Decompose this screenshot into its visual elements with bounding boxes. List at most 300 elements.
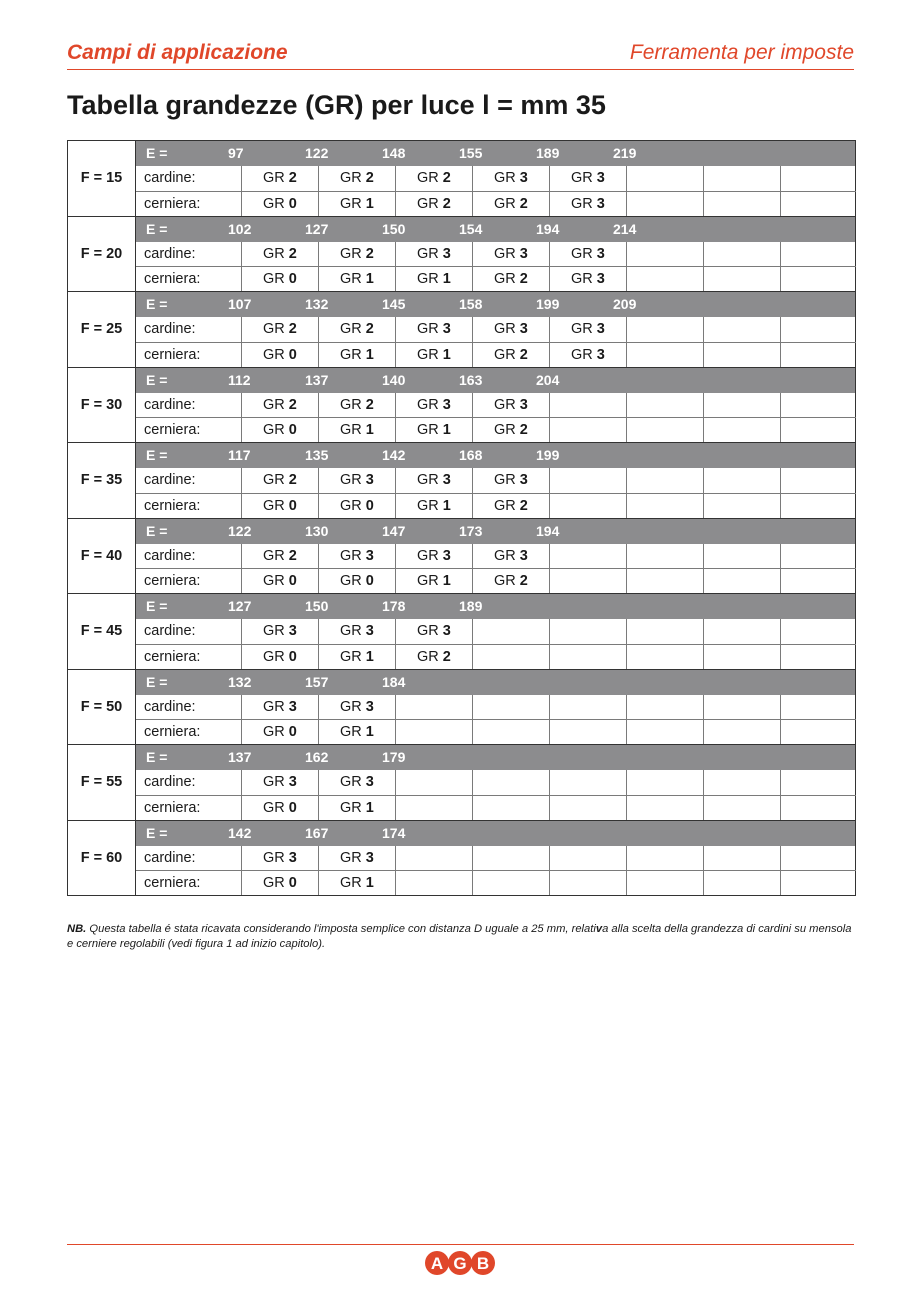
gr-prefix: GR <box>417 547 439 564</box>
cardine-cell <box>550 166 627 191</box>
gr-prefix: GR <box>340 547 362 564</box>
gr-prefix: GR <box>571 170 593 187</box>
gr-prefix: GR <box>417 271 439 287</box>
cerniera-cell <box>319 569 396 594</box>
cardine-cell <box>781 846 856 871</box>
e-value: 154 <box>459 220 483 237</box>
gr-prefix: GR <box>417 321 439 338</box>
gr-prefix: GR <box>340 875 362 891</box>
f-value: F = 45 <box>68 594 136 670</box>
gr-value: 3 <box>442 623 451 640</box>
gr-value: 3 <box>442 472 451 489</box>
cardine-label: cardine: <box>136 619 242 644</box>
cerniera-cell <box>396 493 473 518</box>
cardine-cell <box>473 846 550 871</box>
cardine-cell <box>781 770 856 795</box>
cardine-row <box>68 619 856 644</box>
cerniera-cell <box>704 493 781 518</box>
gr-value: 2 <box>519 195 528 212</box>
gr-value: 3 <box>519 472 528 489</box>
e-value: 132 <box>305 296 329 312</box>
cerniera-row <box>68 493 856 518</box>
gr-value: 1 <box>365 648 374 665</box>
cardine-cell <box>704 544 781 569</box>
gr-value: 0 <box>288 195 297 212</box>
cardine-cell <box>704 846 781 871</box>
cerniera-cell <box>396 644 473 669</box>
cardine-row <box>68 242 856 267</box>
cardine-cell <box>396 846 473 871</box>
cardine-cell <box>473 619 550 644</box>
cardine-cell <box>396 544 473 569</box>
e-label: E = <box>146 145 168 161</box>
cerniera-cell <box>704 267 781 292</box>
gr-prefix: GR <box>263 396 285 413</box>
gr-value: 2 <box>288 321 297 338</box>
cerniera-cell <box>319 871 396 896</box>
cerniera-cell <box>781 871 856 896</box>
cerniera-cell <box>396 720 473 745</box>
gr-prefix: GR <box>340 195 362 212</box>
gr-prefix: GR <box>340 346 362 363</box>
e-band <box>136 820 856 846</box>
gr-value: 3 <box>596 346 605 363</box>
gr-value: 0 <box>365 573 374 589</box>
cardine-cell <box>550 770 627 795</box>
cerniera-cell <box>319 493 396 518</box>
e-band <box>136 292 856 318</box>
gr-prefix: GR <box>340 396 362 413</box>
gr-prefix: GR <box>417 245 439 262</box>
cardine-cell <box>396 317 473 342</box>
e-row <box>68 518 856 544</box>
gr-prefix: GR <box>340 623 362 640</box>
cerniera-cell <box>781 342 856 367</box>
cardine-cell <box>704 393 781 418</box>
gr-value: 3 <box>519 170 528 187</box>
cardine-cell <box>242 695 319 720</box>
cardine-row <box>68 846 856 871</box>
gr-value: 3 <box>365 472 374 489</box>
cardine-cell <box>473 166 550 191</box>
cardine-cell <box>781 544 856 569</box>
cardine-cell <box>319 846 396 871</box>
cardine-cell <box>550 317 627 342</box>
gr-prefix: GR <box>417 623 439 640</box>
cardine-cell <box>550 846 627 871</box>
gr-prefix: GR <box>263 849 285 866</box>
cerniera-cell <box>319 267 396 292</box>
cerniera-cell <box>627 871 704 896</box>
cerniera-cell <box>704 342 781 367</box>
cerniera-cell <box>242 569 319 594</box>
gr-prefix: GR <box>340 648 362 665</box>
gr-value: 3 <box>442 547 451 564</box>
cardine-cell <box>704 770 781 795</box>
cardine-row <box>68 393 856 418</box>
gr-prefix: GR <box>417 497 439 514</box>
cerniera-cell <box>781 267 856 292</box>
gr-prefix: GR <box>494 573 516 589</box>
gr-prefix: GR <box>263 774 285 791</box>
gr-prefix: GR <box>263 195 285 212</box>
cerniera-cell <box>242 493 319 518</box>
f-value: F = 55 <box>68 745 136 821</box>
gr-prefix: GR <box>494 396 516 413</box>
cerniera-cell <box>473 267 550 292</box>
e-value: 163 <box>459 371 483 388</box>
cardine-label: cardine: <box>136 846 242 871</box>
e-value: 142 <box>228 824 252 841</box>
gr-value: 3 <box>365 698 374 715</box>
cerniera-cell <box>473 720 550 745</box>
cerniera-cell <box>550 720 627 745</box>
cardine-cell <box>242 393 319 418</box>
gr-prefix: GR <box>340 321 362 338</box>
cerniera-row <box>68 644 856 669</box>
e-value: 112 <box>228 371 251 388</box>
cardine-cell <box>550 619 627 644</box>
cerniera-label: cerniera: <box>136 795 242 820</box>
e-value: 122 <box>228 522 252 539</box>
gr-value: 2 <box>288 170 297 187</box>
e-value: 204 <box>536 371 560 388</box>
cerniera-cell <box>550 644 627 669</box>
cerniera-cell <box>704 795 781 820</box>
e-band <box>136 594 856 620</box>
e-row <box>68 820 856 846</box>
cardine-cell <box>627 619 704 644</box>
gr-prefix: GR <box>494 170 516 187</box>
e-value: 155 <box>459 145 483 161</box>
gr-prefix: GR <box>417 573 439 589</box>
cardine-cell <box>550 393 627 418</box>
category-title: Ferramenta per imposte <box>629 41 854 64</box>
cerniera-cell <box>704 720 781 745</box>
cardine-cell <box>396 393 473 418</box>
gr-value: 1 <box>365 422 374 438</box>
cerniera-cell <box>550 569 627 594</box>
gr-value: 2 <box>519 573 528 589</box>
gr-prefix: GR <box>263 698 285 715</box>
cardine-label: cardine: <box>136 544 242 569</box>
cerniera-cell <box>627 795 704 820</box>
cerniera-cell <box>781 569 856 594</box>
gr-prefix: GR <box>417 648 439 665</box>
cardine-cell <box>319 770 396 795</box>
cerniera-cell <box>627 569 704 594</box>
gr-prefix: GR <box>494 271 516 287</box>
cardine-cell <box>319 544 396 569</box>
cardine-cell <box>319 468 396 493</box>
gr-value: 3 <box>442 321 451 338</box>
gr-value: 1 <box>365 799 374 816</box>
logo-letter-a: A <box>430 1254 444 1273</box>
cerniera-cell <box>473 493 550 518</box>
cardine-cell <box>396 619 473 644</box>
gr-prefix: GR <box>571 321 593 338</box>
cardine-cell <box>242 166 319 191</box>
gr-value: 3 <box>288 774 297 791</box>
cerniera-cell <box>396 871 473 896</box>
cerniera-cell <box>627 720 704 745</box>
cardine-cell <box>704 468 781 493</box>
cerniera-cell <box>627 267 704 292</box>
cerniera-cell <box>704 644 781 669</box>
cardine-cell <box>550 242 627 267</box>
gr-value: 3 <box>519 547 528 564</box>
cardine-cell <box>242 770 319 795</box>
cardine-cell <box>627 166 704 191</box>
cerniera-cell <box>473 569 550 594</box>
cerniera-cell <box>473 418 550 443</box>
e-value: 132 <box>228 673 252 690</box>
cardine-cell <box>242 242 319 267</box>
e-value: 148 <box>382 145 406 161</box>
gr-prefix: GR <box>494 547 516 564</box>
cardine-cell <box>319 166 396 191</box>
f-value: F = 30 <box>68 367 136 443</box>
cerniera-cell <box>704 569 781 594</box>
gr-prefix: GR <box>494 321 516 338</box>
e-band <box>136 669 856 695</box>
cardine-cell <box>704 619 781 644</box>
cardine-cell <box>319 317 396 342</box>
f-value: F = 15 <box>68 141 136 217</box>
gr-prefix: GR <box>340 799 362 816</box>
cerniera-label: cerniera: <box>136 720 242 745</box>
gr-value: 2 <box>365 245 374 262</box>
cardine-label: cardine: <box>136 242 242 267</box>
e-value: 158 <box>459 296 483 312</box>
gr-value: 2 <box>365 170 374 187</box>
gr-value: 3 <box>365 623 374 640</box>
logo-letter-g: G <box>453 1254 467 1273</box>
gr-value: 3 <box>596 245 605 262</box>
e-value: 194 <box>536 522 560 539</box>
cardine-cell <box>550 544 627 569</box>
gr-value: 1 <box>442 497 451 514</box>
gr-prefix: GR <box>263 547 285 564</box>
cerniera-cell <box>242 342 319 367</box>
e-label: E = <box>146 749 168 765</box>
gr-prefix: GR <box>263 346 285 363</box>
e-value: 157 <box>305 673 329 690</box>
gr-prefix: GR <box>340 271 362 287</box>
cardine-cell <box>627 770 704 795</box>
gr-value: 2 <box>442 170 451 187</box>
gr-value: 2 <box>519 346 528 363</box>
gr-value: 1 <box>365 271 374 287</box>
cardine-cell <box>319 393 396 418</box>
gr-value: 0 <box>288 422 297 438</box>
e-label: E = <box>146 220 168 237</box>
cardine-cell <box>781 393 856 418</box>
gr-value: 0 <box>288 799 297 816</box>
cardine-cell <box>396 166 473 191</box>
gr-value: 2 <box>365 321 374 338</box>
e-row <box>68 745 856 771</box>
gr-value: 3 <box>519 321 528 338</box>
logo-letter-b: B <box>476 1254 490 1273</box>
e-row <box>68 367 856 393</box>
cerniera-cell <box>781 191 856 216</box>
gr-value: 3 <box>596 321 605 338</box>
cerniera-label: cerniera: <box>136 418 242 443</box>
cardine-cell <box>781 242 856 267</box>
gr-value: 0 <box>288 346 297 363</box>
cerniera-row <box>68 342 856 367</box>
gr-value: 0 <box>288 648 297 665</box>
cerniera-cell <box>550 267 627 292</box>
cardine-cell <box>396 242 473 267</box>
cardine-cell <box>781 695 856 720</box>
cerniera-cell <box>550 795 627 820</box>
cerniera-cell <box>627 418 704 443</box>
cerniera-cell <box>242 191 319 216</box>
f-value: F = 50 <box>68 669 136 745</box>
e-band <box>136 216 856 242</box>
cerniera-label: cerniera: <box>136 644 242 669</box>
e-value: 97 <box>228 145 244 161</box>
cerniera-cell <box>704 418 781 443</box>
gr-value: 2 <box>365 396 374 413</box>
e-value: 199 <box>536 447 560 463</box>
e-row <box>68 669 856 695</box>
e-value: 209 <box>613 296 637 312</box>
gr-prefix: GR <box>263 245 285 262</box>
cardine-cell <box>242 468 319 493</box>
e-value: 168 <box>459 447 483 463</box>
gr-prefix: GR <box>263 271 285 287</box>
cerniera-label: cerniera: <box>136 342 242 367</box>
e-label: E = <box>146 296 168 312</box>
gr-prefix: GR <box>571 195 593 212</box>
cerniera-row <box>68 720 856 745</box>
gr-value: 1 <box>365 875 374 891</box>
cardine-cell <box>627 393 704 418</box>
gr-prefix: GR <box>417 346 439 363</box>
e-label: E = <box>146 447 168 463</box>
gr-value: 3 <box>519 245 528 262</box>
e-row <box>68 216 856 242</box>
gr-prefix: GR <box>340 849 362 866</box>
cardine-cell <box>396 695 473 720</box>
gr-value: 3 <box>596 195 605 212</box>
gr-prefix: GR <box>494 195 516 212</box>
cardine-label: cardine: <box>136 695 242 720</box>
cerniera-cell <box>396 267 473 292</box>
cerniera-cell <box>781 720 856 745</box>
gr-value: 2 <box>519 422 528 438</box>
gr-prefix: GR <box>263 724 285 740</box>
cerniera-cell <box>781 493 856 518</box>
cardine-row <box>68 166 856 191</box>
cardine-cell <box>473 695 550 720</box>
gr-value: 2 <box>442 648 451 665</box>
cerniera-cell <box>242 720 319 745</box>
cerniera-cell <box>704 191 781 216</box>
cerniera-row <box>68 191 856 216</box>
gr-prefix: GR <box>263 799 285 816</box>
cardine-cell <box>396 770 473 795</box>
gr-prefix: GR <box>494 346 516 363</box>
gr-prefix: GR <box>417 170 439 187</box>
gr-value: 1 <box>442 271 451 287</box>
header-rule <box>67 69 854 70</box>
cardine-cell <box>319 242 396 267</box>
gr-prefix: GR <box>340 724 362 740</box>
gr-prefix: GR <box>340 422 362 438</box>
gr-value: 1 <box>442 422 451 438</box>
cardine-row <box>68 317 856 342</box>
gr-value: 0 <box>288 497 297 514</box>
cardine-cell <box>550 468 627 493</box>
cerniera-cell <box>627 644 704 669</box>
gr-value: 1 <box>365 195 374 212</box>
cardine-cell <box>627 846 704 871</box>
size-table <box>67 140 856 896</box>
e-value: 150 <box>382 220 406 237</box>
gr-value: 3 <box>365 547 374 564</box>
cardine-row <box>68 695 856 720</box>
f-value: F = 60 <box>68 820 136 896</box>
cardine-cell <box>473 317 550 342</box>
e-row <box>68 594 856 620</box>
gr-value: 0 <box>288 573 297 589</box>
f-value: F = 20 <box>68 216 136 292</box>
gr-value: 1 <box>365 724 374 740</box>
gr-prefix: GR <box>417 195 439 212</box>
cardine-cell <box>627 544 704 569</box>
e-value: 150 <box>305 598 329 614</box>
gr-prefix: GR <box>263 472 285 489</box>
e-row <box>68 292 856 318</box>
gr-prefix: GR <box>494 422 516 438</box>
e-value: 142 <box>382 447 406 463</box>
gr-value: 1 <box>365 346 374 363</box>
cerniera-cell <box>319 795 396 820</box>
cerniera-cell <box>242 644 319 669</box>
cerniera-cell <box>319 418 396 443</box>
gr-prefix: GR <box>263 648 285 665</box>
cardine-cell <box>781 317 856 342</box>
cardine-cell <box>627 317 704 342</box>
cerniera-cell <box>396 191 473 216</box>
cardine-row <box>68 468 856 493</box>
cerniera-row <box>68 418 856 443</box>
f-value: F = 25 <box>68 292 136 368</box>
e-band <box>136 518 856 544</box>
cerniera-cell <box>781 795 856 820</box>
e-value: 199 <box>536 296 560 312</box>
cardine-cell <box>242 619 319 644</box>
gr-value: 3 <box>442 396 451 413</box>
gr-value: 0 <box>365 497 374 514</box>
cerniera-cell <box>319 342 396 367</box>
gr-value: 2 <box>288 547 297 564</box>
cardine-row <box>68 770 856 795</box>
gr-value: 3 <box>288 623 297 640</box>
e-value: 189 <box>536 145 560 161</box>
gr-value: 2 <box>442 195 451 212</box>
gr-prefix: GR <box>263 623 285 640</box>
cerniera-cell <box>550 493 627 518</box>
gr-value: 3 <box>365 849 374 866</box>
cardine-cell <box>319 619 396 644</box>
gr-prefix: GR <box>571 271 593 287</box>
cerniera-cell <box>242 871 319 896</box>
